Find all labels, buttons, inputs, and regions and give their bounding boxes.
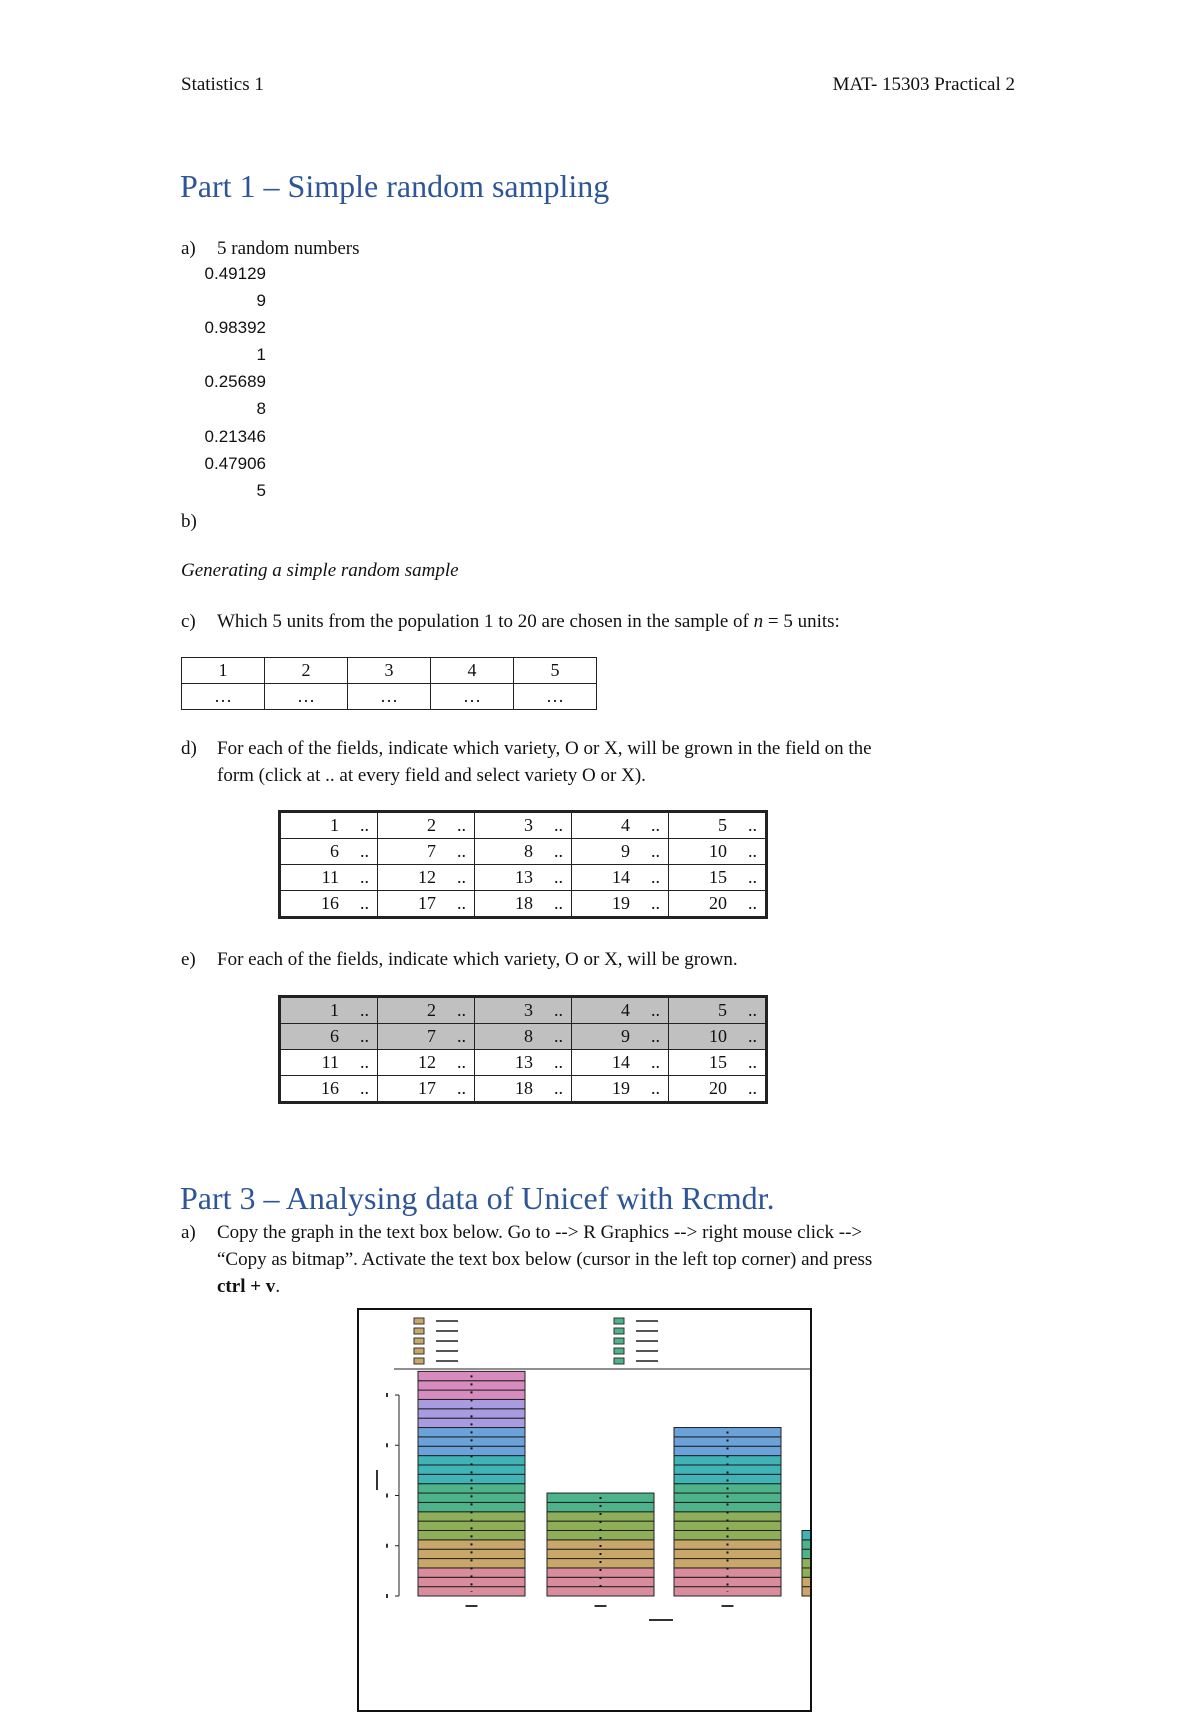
- field-number: 17: [418, 893, 436, 913]
- field-cell[interactable]: [378, 839, 475, 865]
- random-number: 0.49129: [204, 264, 266, 283]
- unit-header: 4: [431, 658, 514, 684]
- variety-dropdown[interactable]: ..: [457, 1000, 466, 1020]
- bar-segment: [674, 1474, 781, 1483]
- random-number: 0.21346: [204, 427, 266, 446]
- variety-dropdown[interactable]: ..: [360, 867, 369, 887]
- question-a-label: a): [181, 238, 196, 259]
- field-cell[interactable]: [572, 812, 669, 839]
- legend-swatch: [614, 1348, 624, 1354]
- field-number: 2: [427, 815, 436, 835]
- variety-dropdown[interactable]: ..: [748, 893, 757, 913]
- unit-header: 5: [514, 658, 597, 684]
- random-number: 0.98392: [204, 318, 266, 337]
- field-cell[interactable]: [475, 865, 572, 891]
- field-cell[interactable]: [669, 1076, 767, 1103]
- part3-a-text-1: Copy the graph in the text box below. Go to --> R Graphics --> right mouse click -->: [217, 1222, 863, 1243]
- question-a: [181, 235, 359, 262]
- variety-dropdown[interactable]: ..: [554, 893, 563, 913]
- field-number: 3: [524, 1000, 533, 1020]
- variety-dropdown[interactable]: ..: [360, 1000, 369, 1020]
- variety-dropdown[interactable]: ..: [554, 1078, 563, 1098]
- header-course: Statistics 1: [181, 74, 264, 95]
- unit-value-cell[interactable]: …: [265, 684, 348, 710]
- field-number: 14: [612, 867, 630, 887]
- field-number: 6: [330, 841, 339, 861]
- field-number: 7: [427, 841, 436, 861]
- bar-segment: [418, 1549, 525, 1558]
- field-number: 12: [418, 867, 436, 887]
- field-cell[interactable]: [572, 1076, 669, 1103]
- variety-dropdown[interactable]: ..: [651, 1052, 660, 1072]
- field-number: 13: [515, 1052, 533, 1072]
- field-number: 5: [718, 815, 727, 835]
- field-number: 19: [612, 893, 630, 913]
- variety-dropdown[interactable]: ..: [457, 815, 466, 835]
- variety-dropdown[interactable]: ..: [457, 1078, 466, 1098]
- variety-dropdown[interactable]: ..: [651, 1026, 660, 1046]
- bar-segment: [674, 1530, 781, 1539]
- field-cell[interactable]: [475, 1050, 572, 1076]
- field-number: 9: [621, 1026, 630, 1046]
- variety-dropdown[interactable]: ..: [748, 867, 757, 887]
- field-cell[interactable]: [475, 997, 572, 1024]
- field-number: 2: [427, 1000, 436, 1020]
- bar-segment: [674, 1437, 781, 1446]
- field-cell[interactable]: [669, 812, 767, 839]
- field-number: 17: [418, 1078, 436, 1098]
- field-grid-row: [280, 891, 767, 918]
- field-grid-row: [280, 812, 767, 839]
- bar-segment: [547, 1540, 654, 1549]
- legend-swatch: [414, 1318, 424, 1324]
- random-number: 8: [256, 399, 266, 418]
- legend-swatch: [414, 1338, 424, 1344]
- question-d: [181, 735, 872, 789]
- field-cell[interactable]: [669, 997, 767, 1024]
- part3-a-label: a): [181, 1222, 196, 1243]
- variety-dropdown[interactable]: ..: [554, 867, 563, 887]
- field-number: 11: [321, 1052, 339, 1072]
- variety-dropdown[interactable]: ..: [748, 1052, 757, 1072]
- bar-segment: [802, 1587, 810, 1596]
- field-cell[interactable]: [280, 891, 378, 918]
- field-cell[interactable]: [669, 891, 767, 918]
- field-cell[interactable]: [280, 865, 378, 891]
- unit-header: 1: [182, 658, 265, 684]
- field-number: 16: [321, 893, 339, 913]
- bar-segment: [418, 1474, 525, 1483]
- field-number: 1: [330, 1000, 339, 1020]
- part3-a-text-end: .: [275, 1276, 281, 1297]
- keyboard-shortcut: ctrl + v: [217, 1276, 276, 1297]
- field-cell[interactable]: [572, 839, 669, 865]
- part1-heading: Part 1 – Simple random sampling: [180, 168, 610, 204]
- variety-dropdown[interactable]: ..: [360, 1026, 369, 1046]
- field-number: 9: [621, 841, 630, 861]
- question-c-text: Which 5 units from the population 1 to 20 are chosen in the sample of: [217, 611, 754, 632]
- field-cell[interactable]: [669, 1024, 767, 1050]
- variety-dropdown[interactable]: ..: [360, 1052, 369, 1072]
- bar-segment: [802, 1568, 810, 1577]
- unit-value-cell[interactable]: …: [348, 684, 431, 710]
- field-number: 4: [621, 1000, 630, 1020]
- field-number: 20: [709, 1078, 727, 1098]
- field-number: 10: [709, 1026, 727, 1046]
- field-number: 19: [612, 1078, 630, 1098]
- variety-dropdown[interactable]: ..: [748, 841, 757, 861]
- header-practical: MAT- 15303 Practical 2: [832, 74, 1015, 95]
- field-number: 1: [330, 815, 339, 835]
- legend-swatch: [414, 1348, 424, 1354]
- question-d-text-2: form (click at .. at every field and select variety O or X).: [217, 765, 646, 786]
- field-cell[interactable]: [378, 891, 475, 918]
- bar-segment: [802, 1549, 810, 1558]
- bar-segment: [547, 1587, 654, 1596]
- variety-dropdown[interactable]: ..: [651, 1000, 660, 1020]
- bar-segment: [418, 1437, 525, 1446]
- unit-header: 3: [348, 658, 431, 684]
- field-grid-row: [280, 1024, 767, 1050]
- field-number: 13: [515, 867, 533, 887]
- variety-dropdown[interactable]: ..: [651, 841, 660, 861]
- bar-segment: [418, 1381, 525, 1390]
- variety-dropdown[interactable]: ..: [651, 893, 660, 913]
- bar-segment: [547, 1559, 654, 1568]
- field-number: 15: [709, 867, 727, 887]
- variety-dropdown[interactable]: ..: [554, 841, 563, 861]
- part3-heading: Part 3 – Analysing data of Unicef with Rcmdr.: [180, 1180, 775, 1216]
- variety-dropdown[interactable]: ..: [457, 1052, 466, 1072]
- subheading: Generating a simple random sample: [181, 560, 459, 581]
- field-number: 7: [427, 1026, 436, 1046]
- field-grid-row: [280, 1050, 767, 1076]
- bar-segment: [802, 1559, 810, 1568]
- unit-value-cell[interactable]: …: [431, 684, 514, 710]
- variety-dropdown[interactable]: ..: [360, 1078, 369, 1098]
- variety-dropdown[interactable]: ..: [651, 815, 660, 835]
- field-cell[interactable]: [669, 839, 767, 865]
- sample-units-table: [181, 657, 597, 710]
- bar-segment: [418, 1493, 525, 1502]
- random-number: 0.47906: [204, 454, 266, 473]
- question-c-label: c): [181, 611, 196, 632]
- random-number: 1: [256, 345, 266, 364]
- field-cell[interactable]: [280, 1076, 378, 1103]
- variety-dropdown[interactable]: ..: [554, 1000, 563, 1020]
- field-number: 18: [515, 1078, 533, 1098]
- field-cell[interactable]: [378, 1076, 475, 1103]
- unit-value-cell[interactable]: …: [514, 684, 597, 710]
- field-cell[interactable]: [475, 839, 572, 865]
- field-grid-e: [278, 995, 768, 1104]
- legend-swatch: [614, 1328, 624, 1334]
- bar-segment: [547, 1502, 654, 1511]
- field-number: 5: [718, 1000, 727, 1020]
- field-grid-row: [280, 997, 767, 1024]
- field-grid-row: [280, 839, 767, 865]
- bar-segment: [674, 1493, 781, 1502]
- unit-value-cell[interactable]: …: [182, 684, 265, 710]
- field-cell[interactable]: [378, 812, 475, 839]
- field-grid-row: [280, 1076, 767, 1103]
- field-number: 4: [621, 815, 630, 835]
- field-number: 3: [524, 815, 533, 835]
- part3-question-a: [181, 1219, 872, 1300]
- bar-segment: [802, 1577, 810, 1586]
- legend-swatch: [614, 1338, 624, 1344]
- field-number: 11: [321, 867, 339, 887]
- field-number: 8: [524, 841, 533, 861]
- question-e: [181, 946, 738, 973]
- bar-segment: [418, 1530, 525, 1539]
- bar-segment: [674, 1587, 781, 1596]
- unit-header: 2: [265, 658, 348, 684]
- field-cell[interactable]: [378, 1050, 475, 1076]
- bar-segment: [418, 1418, 525, 1427]
- variety-dropdown[interactable]: ..: [748, 1026, 757, 1046]
- field-cell[interactable]: [378, 1024, 475, 1050]
- variety-dropdown[interactable]: ..: [360, 893, 369, 913]
- field-cell[interactable]: [572, 865, 669, 891]
- variety-dropdown[interactable]: ..: [554, 815, 563, 835]
- random-number: 9: [256, 291, 266, 310]
- stacked-bar-chart: [359, 1310, 810, 1710]
- field-cell[interactable]: [572, 1024, 669, 1050]
- field-number: 8: [524, 1026, 533, 1046]
- field-number: 20: [709, 893, 727, 913]
- variety-dropdown[interactable]: ..: [554, 1026, 563, 1046]
- legend-swatch: [614, 1358, 624, 1364]
- field-cell[interactable]: [572, 997, 669, 1024]
- variety-dropdown[interactable]: ..: [554, 1052, 563, 1072]
- field-cell[interactable]: [475, 1024, 572, 1050]
- field-cell[interactable]: [280, 1050, 378, 1076]
- field-cell[interactable]: [378, 997, 475, 1024]
- bar-segment: [802, 1530, 810, 1539]
- question-b-label: b): [181, 511, 197, 532]
- question-c-text-end: = 5 units:: [763, 611, 840, 632]
- variety-dropdown[interactable]: ..: [457, 867, 466, 887]
- variety-dropdown[interactable]: ..: [651, 867, 660, 887]
- field-cell[interactable]: [475, 891, 572, 918]
- bar-segment: [418, 1587, 525, 1596]
- field-number: 15: [709, 1052, 727, 1072]
- legend-swatch: [414, 1328, 424, 1334]
- legend-swatch: [414, 1358, 424, 1364]
- field-number: 16: [321, 1078, 339, 1098]
- part3-a-text-2: “Copy as bitmap”. Activate the text box below (cursor in the left top corner) and press: [217, 1249, 873, 1270]
- variety-dropdown[interactable]: ..: [748, 1078, 757, 1098]
- field-number: 10: [709, 841, 727, 861]
- field-cell[interactable]: [378, 865, 475, 891]
- variety-dropdown[interactable]: ..: [651, 1078, 660, 1098]
- legend-swatch: [614, 1318, 624, 1324]
- field-number: 12: [418, 1052, 436, 1072]
- field-cell[interactable]: [475, 812, 572, 839]
- field-number: 18: [515, 893, 533, 913]
- field-cell[interactable]: [572, 1050, 669, 1076]
- field-grid-d: [278, 810, 768, 919]
- variety-dropdown[interactable]: ..: [457, 1026, 466, 1046]
- question-d-text: For each of the fields, indicate which variety, O or X, will be grown in the field on the: [217, 738, 872, 759]
- field-cell[interactable]: [280, 1024, 378, 1050]
- question-a-text: 5 random numbers: [217, 238, 360, 259]
- graph-text-box[interactable]: [357, 1308, 812, 1712]
- variety-dropdown[interactable]: ..: [457, 841, 466, 861]
- random-number: 0.25689: [204, 372, 266, 391]
- field-cell[interactable]: [669, 1050, 767, 1076]
- variety-dropdown[interactable]: ..: [360, 841, 369, 861]
- question-c: [181, 608, 840, 635]
- variety-dropdown[interactable]: ..: [748, 1000, 757, 1020]
- bar-segment: [802, 1540, 810, 1549]
- question-e-label: e): [181, 949, 196, 970]
- question-c-variable: n: [753, 611, 764, 632]
- field-cell[interactable]: [669, 865, 767, 891]
- field-cell[interactable]: [475, 1076, 572, 1103]
- field-number: 14: [612, 1052, 630, 1072]
- field-cell[interactable]: [572, 891, 669, 918]
- field-cell[interactable]: [280, 839, 378, 865]
- field-cell[interactable]: [280, 812, 378, 839]
- bar-segment: [674, 1549, 781, 1558]
- question-e-text: For each of the fields, indicate which variety, O or X, will be grown.: [217, 949, 738, 970]
- field-grid-row: [280, 865, 767, 891]
- variety-dropdown[interactable]: ..: [360, 815, 369, 835]
- field-cell[interactable]: [280, 997, 378, 1024]
- random-number: 5: [256, 481, 266, 500]
- field-number: 6: [330, 1026, 339, 1046]
- variety-dropdown[interactable]: ..: [748, 815, 757, 835]
- question-d-label: d): [181, 738, 197, 759]
- variety-dropdown[interactable]: ..: [457, 893, 466, 913]
